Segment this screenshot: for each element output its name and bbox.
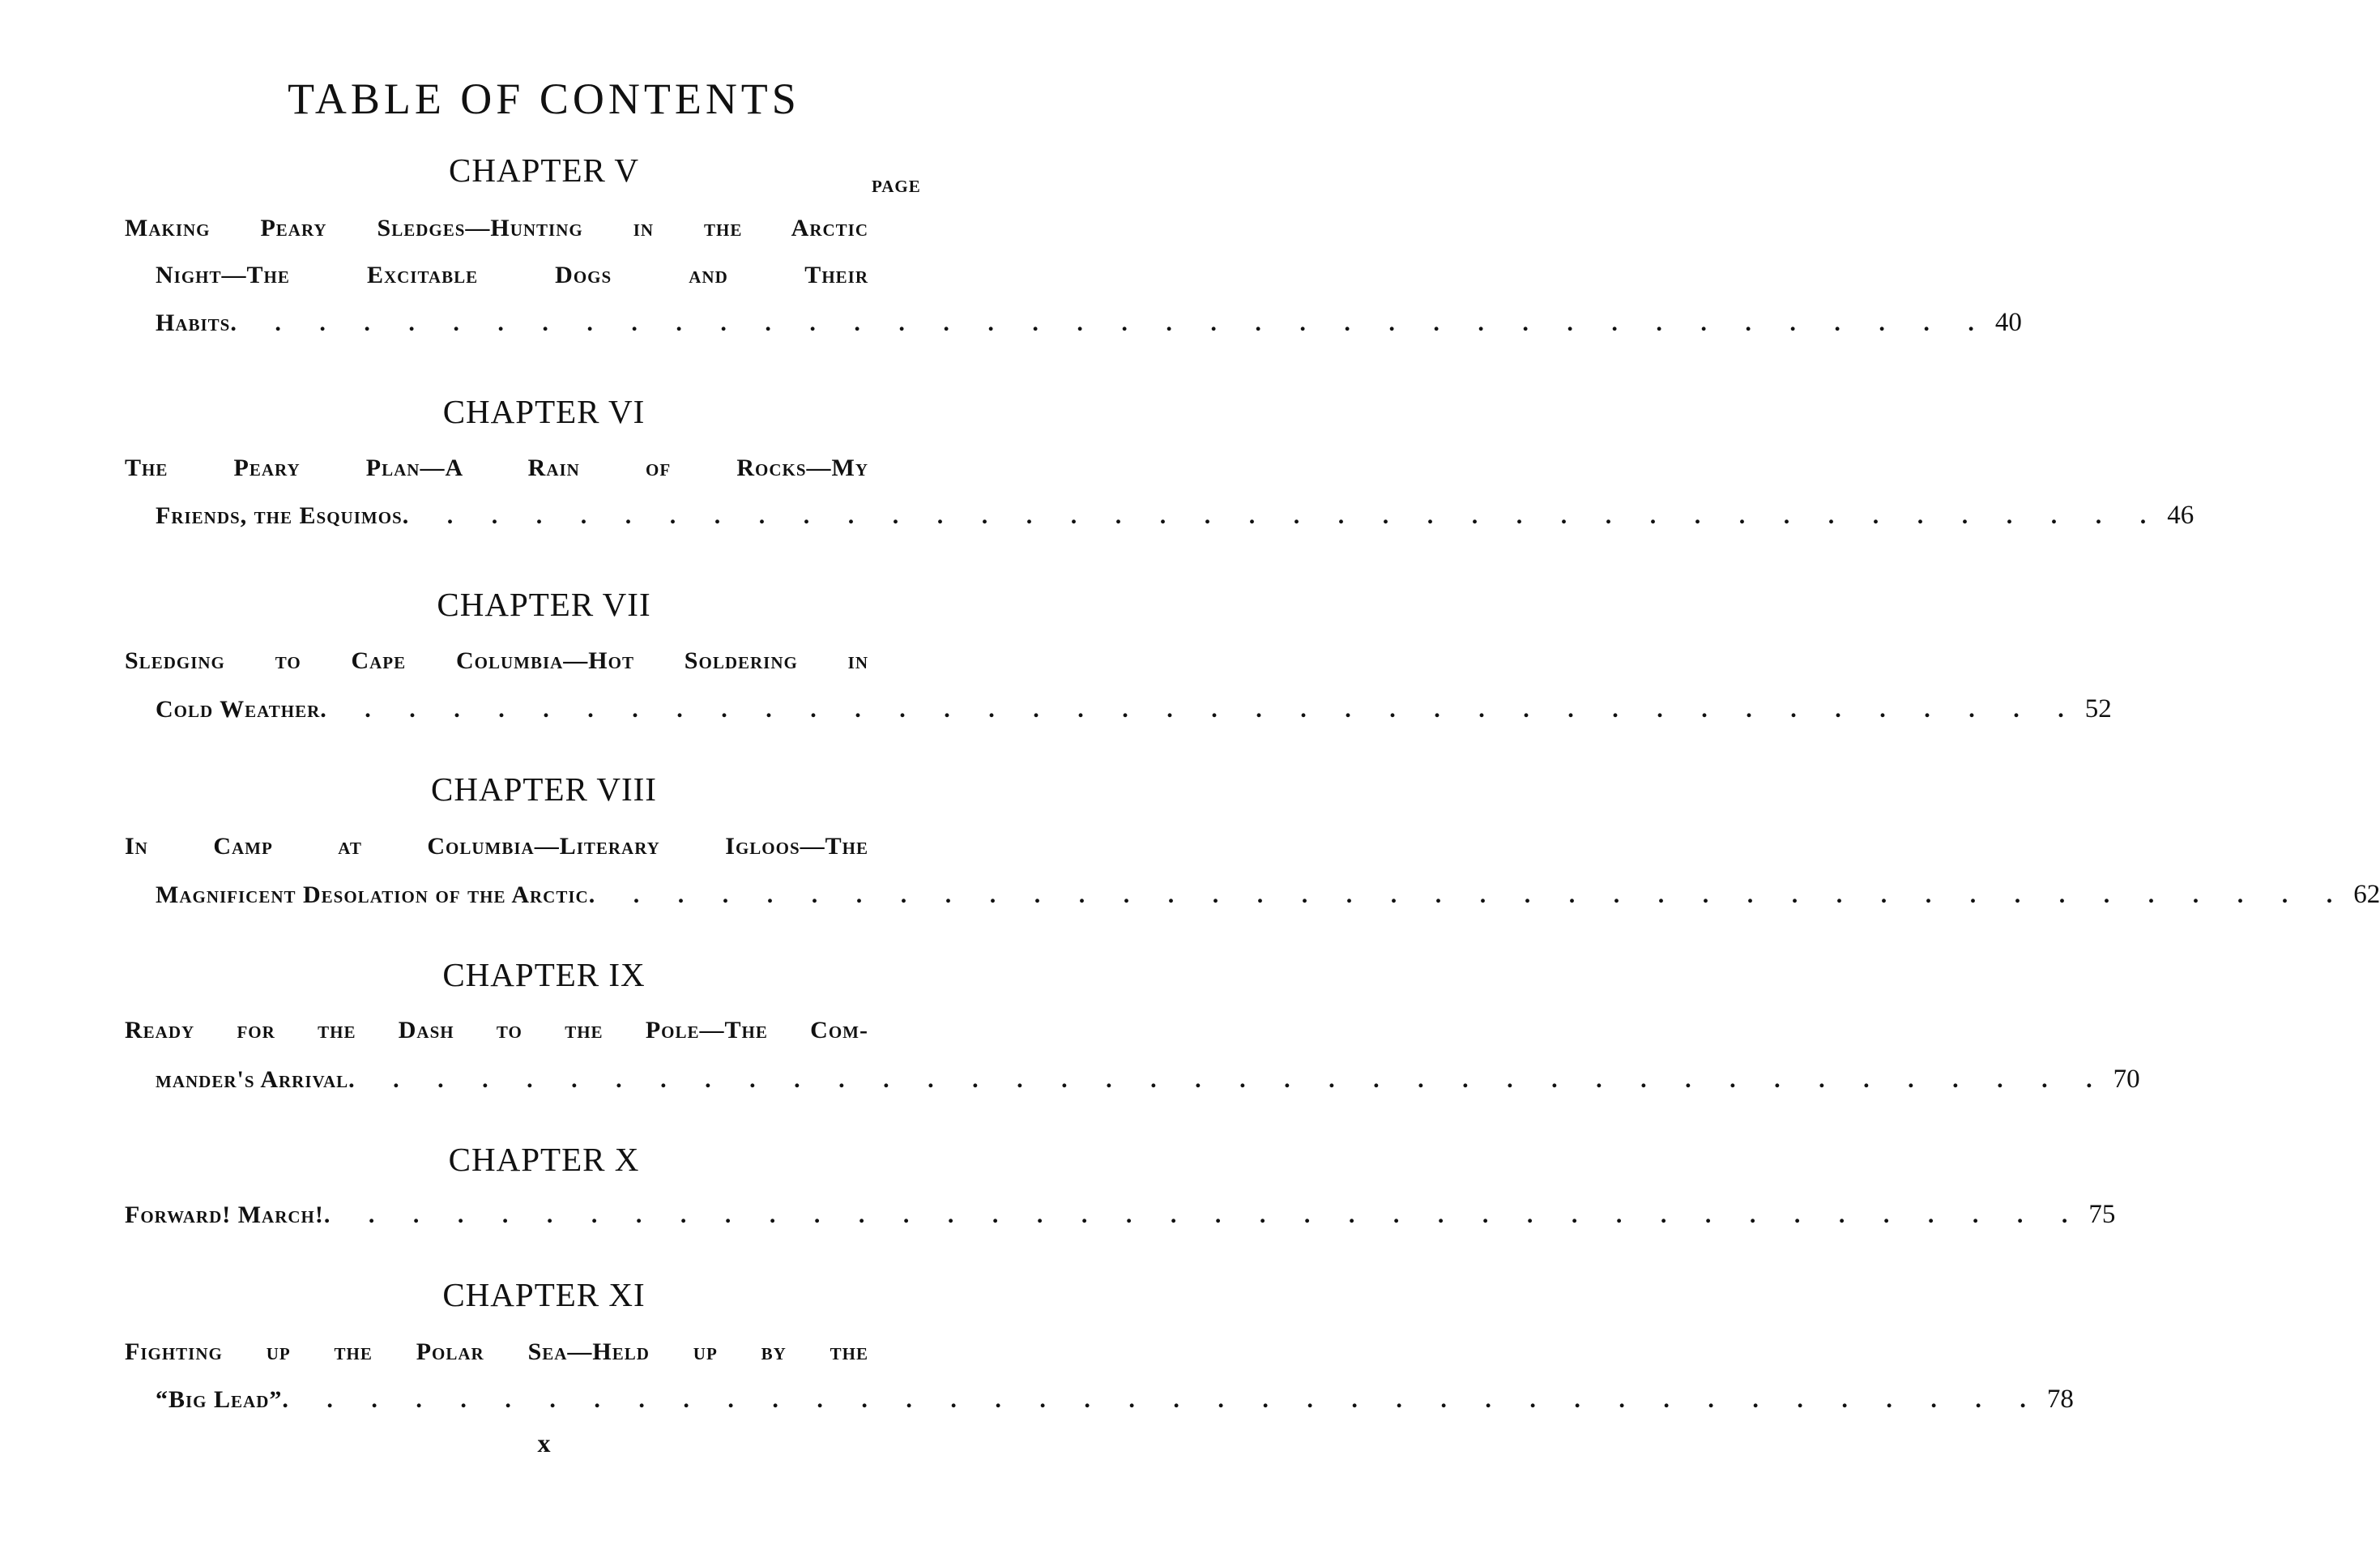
- page-number: 78: [2046, 1385, 2074, 1414]
- toc-entry-line: mander's Arrival: [156, 1066, 349, 1093]
- chapter-heading: CHAPTER VII: [437, 586, 651, 623]
- page-number: 46: [2167, 501, 2194, 530]
- toc-entry-row: [156, 1383, 2074, 1415]
- toc-entry-line: Friends, the Esquimos: [156, 502, 403, 529]
- leader-dots: . . . . . . . . . . . . . . . . . . . . . . . . . . . . . . . . . . . . . . . .: [230, 309, 1990, 336]
- chapter-heading: CHAPTER V: [449, 152, 639, 189]
- toc-entry-row: [156, 499, 2194, 531]
- page-number: 52: [2084, 694, 2112, 723]
- leader-dots: . . . . . . . . . . . . . . . . . . . . . . . . . . . . . . . . . . . . . . . .: [348, 1066, 2109, 1093]
- toc-entry-line: Making Peary Sledges—Hunting in the Arctic: [125, 215, 868, 241]
- toc-entry-row: [156, 693, 2112, 725]
- leader-dots: . . . . . . . . . . . . . . . . . . . . . . . . . . . . . . . . . . . . . . . .: [320, 696, 2080, 723]
- page-number: 62: [2353, 880, 2380, 909]
- chapter-heading: CHAPTER IX: [442, 956, 646, 993]
- toc-entry-line: Sledging to Cape Columbia—Hot Soldering in: [125, 647, 868, 674]
- toc-entry-row: [156, 306, 2022, 339]
- toc-entry-line: Forward! March!: [125, 1201, 324, 1228]
- page-number: 75: [2088, 1200, 2116, 1229]
- toc-entry-row: [125, 1198, 2116, 1231]
- toc-entry-line: Habits: [156, 309, 231, 336]
- toc-entry-line: Night—The Excitable Dogs and Their: [156, 262, 868, 288]
- toc-entry-line: Ready for the Dash to the Pole—The Com-: [125, 1017, 868, 1044]
- toc-entry-line: Fighting up the Polar Sea—Held up by the: [125, 1338, 868, 1365]
- page-number: 70: [2113, 1065, 2140, 1094]
- leader-dots: . . . . . . . . . . . . . . . . . . . . . . . . . . . . . . . . . . . . . . . .: [323, 1201, 2084, 1228]
- leader-dots: . . . . . . . . . . . . . . . . . . . . . . . . . . . . . . . . . . . . . . . .: [402, 502, 2163, 529]
- chapter-heading: CHAPTER VI: [442, 393, 646, 430]
- toc-entry-line: Cold Weather: [156, 696, 321, 723]
- leader-dots: . . . . . . . . . . . . . . . . . . . . . . . . . . . . . . . . . . . . . . . .: [588, 881, 2349, 908]
- folio-page-number: x: [537, 1428, 551, 1458]
- chapter-heading: CHAPTER XI: [442, 1276, 646, 1313]
- chapter-heading: CHAPTER VIII: [431, 770, 657, 808]
- page-column-label: PAGE: [872, 177, 921, 196]
- toc-entry-line: The Peary Plan—A Rain of Rocks—My: [125, 455, 868, 481]
- page-number: 40: [1994, 308, 2022, 337]
- toc-entry-line: In Camp at Columbia—Literary Igloos—The: [125, 833, 868, 860]
- chapter-heading: CHAPTER X: [448, 1141, 640, 1178]
- toc-entry-line: Magnificent Desolation of the Arctic: [156, 881, 589, 908]
- toc-entry-line: “Big Lead”: [156, 1386, 283, 1413]
- leader-dots: . . . . . . . . . . . . . . . . . . . . . . . . . . . . . . . . . . . . . . . .: [282, 1386, 2042, 1413]
- toc-entry-row: [156, 1063, 2140, 1095]
- page-title: TABLE OF CONTENTS: [288, 75, 800, 123]
- toc-entry-row: [156, 878, 2380, 911]
